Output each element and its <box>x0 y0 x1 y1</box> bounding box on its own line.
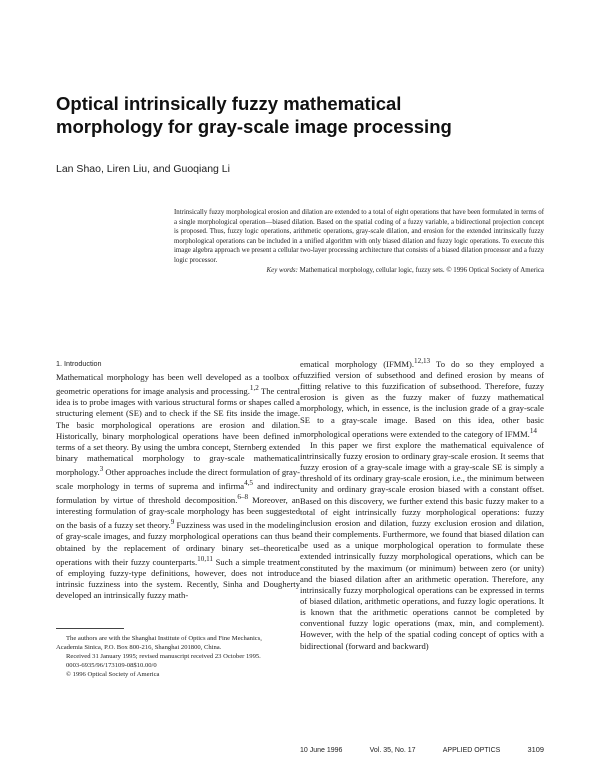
citation-ref: 3 <box>99 465 104 474</box>
footnote-received: Received 31 January 1995; revised manuscript received 23 October 1995. <box>66 653 261 661</box>
keywords-text: Mathematical morphology, cellular logic, fuzzy sets. <box>299 266 445 274</box>
citation-ref: 12,13 <box>414 357 431 365</box>
intro-paragraph-1-continued: ematical morphology (IFMM).$^{12,13}$ To do so they employed a fuzzified version of subsethood and defined erosion by means of fitting relative to this fuzzification of subsethood. Therefore, fuzzy erosion is given as the fuzzy maker of fuzzy mathematical morphology, which, in essence, is the inclusion grade of a gray-scale SE to a gray-scale image. Based on this idea, other basic morphological operations were extended to the category of IFMM.$^{14}$ <box>300 357 544 439</box>
citation-ref: 9 <box>170 518 175 527</box>
citation-ref: 10,11 <box>197 554 213 563</box>
citation-ref: 14 <box>529 426 537 435</box>
keywords-label: Key words: <box>266 266 298 274</box>
section-heading-introduction: 1. Introduction <box>56 359 102 368</box>
page-footer <box>300 745 544 754</box>
title-line-2: morphology for gray-scale image processing <box>56 116 452 137</box>
footer-volume: Vol. 35, No. 17 <box>369 747 416 754</box>
left-column <box>56 358 300 630</box>
footnote-copyright: © 1996 Optical Society of America <box>66 671 160 679</box>
author-list: Lan Shao, Liren Liu, and Guoqiang Li <box>56 163 230 175</box>
abstract-text: Intrinsically fuzzy morphological erosion and dilation are extended to a total of eight operations that have been formulated in terms of a single morphological operation—biased dilation. Based on the spatial coding of a fuzzy variable, a bidirectional projection concept is proposed. Thus, fuzzy logic operations, arithmetic operations, gray-scale dilation, and erosion for the extended intrinsically fuzzy morphological operations can be included in a unified algorithm with only biased dilation and fuzzy logic operations. To execute this image algebra approach we present a cellular two-layer processing architecture that consists of a biased dilation processor and a fuzzy logic processor. <box>174 209 544 264</box>
footer-date: 10 June 1996 <box>300 747 343 754</box>
abstract <box>174 208 544 275</box>
page-number: 3109 <box>527 745 544 754</box>
right-column <box>300 356 544 752</box>
keywords-line <box>174 266 544 276</box>
footnotes <box>56 634 282 679</box>
title-line-1: Optical intrinsically fuzzy mathematical <box>56 93 402 114</box>
intro-paragraph-1: Mathematical morphology has been well developed as a toolbox of geometric operations for image analysis and processing.$^{1,2}$ The central idea is to probe images with various structural forms or shapes called a structuring element (SE) and to check if the SE fits inside the image. The basic morphological operations are erosion and dilation. Historically, binary morphological operations have been defined in terms of a set theory. By using the umbra concept, Sternberg extended binary mathematical morphology to gray-scale mathematical morphology.$^3$ Other approaches include the direct formulation of gray-scale morphology in terms of suprema and infirma$^{4,5}$ and indirect formulation by virtue of threshold decomposition.$^{6-8}$ Moreover, an interesting formulation of gray-scale morphology has been suggested on the basis of a fuzzy set theory.$^9$ Fuzziness was used in the modeling of gray-scale images, and fuzzy morphological operations can thus be obtained by the replacement of ordinary binary set–theoretical operations with their fuzzy counterparts.$^{10,11}$ Such a simple treatment of employing fuzzy-type definitions, however, does not introduce intrinsic fuzziness into the system. Recently, Sinha and Dougherty developed an intrinsically fuzzy math- <box>56 372 300 601</box>
abstract-copyright: © 1996 Optical Society of America <box>446 266 544 274</box>
intro-paragraph-2: In this paper we first explore the mathematical equivalence of intrinsically fuzzy erosion to ordinary gray-scale erosion. It seems that fuzzy erosion of a gray-scale image with a gray-scale SE is simply a threshold of its ordinary gray-scale erosion, i.e., the minimum between unity and ordinary gray-scale erosion biased with a constant offset. Based on this discovery, we further extend this basic fuzzy maker to a total of eight intrinsically fuzzy morphological operations: fuzzy inclusion erosion and dilation, fuzzy exclusion erosion and dilation, and their complements. Furthermore, we found that biased dilation can be used as a unique morphological operation to formulate these extended intrinsically fuzzy morphological operations, which can be constituted by the maximum (or minimum) between zero (or unity) and the biased dilation after an arithmetic operation. Therefore, any intrinsically fuzzy morphological operations can be expressed in terms of biased dilation, arithmetic operations, and fuzzy logic operations. It is known that the arithmetic operations cannot be completed by conventional fuzzy logic operations (max, min, and complement). However, with the help of the spatial coding concept of optics with a bidirectional (forward and backward) <box>300 439 544 651</box>
footer-journal: APPLIED OPTICS <box>442 747 501 754</box>
citation-ref: 4,5 <box>244 479 254 488</box>
citation-ref: 6–8 <box>237 493 249 502</box>
citation-ref: 1,2 <box>249 384 259 393</box>
footnote-code: 0003-6935/96/173109-08$10.00/0 <box>66 662 157 670</box>
article-title <box>56 92 556 138</box>
footnote-divider <box>56 628 124 629</box>
footnote-affiliation: The authors are with the Shanghai Institute of Optics and Fine Mechanics, Academia Sinica, P.O. Box 800-216, Shanghai 201800, China. <box>56 635 262 652</box>
